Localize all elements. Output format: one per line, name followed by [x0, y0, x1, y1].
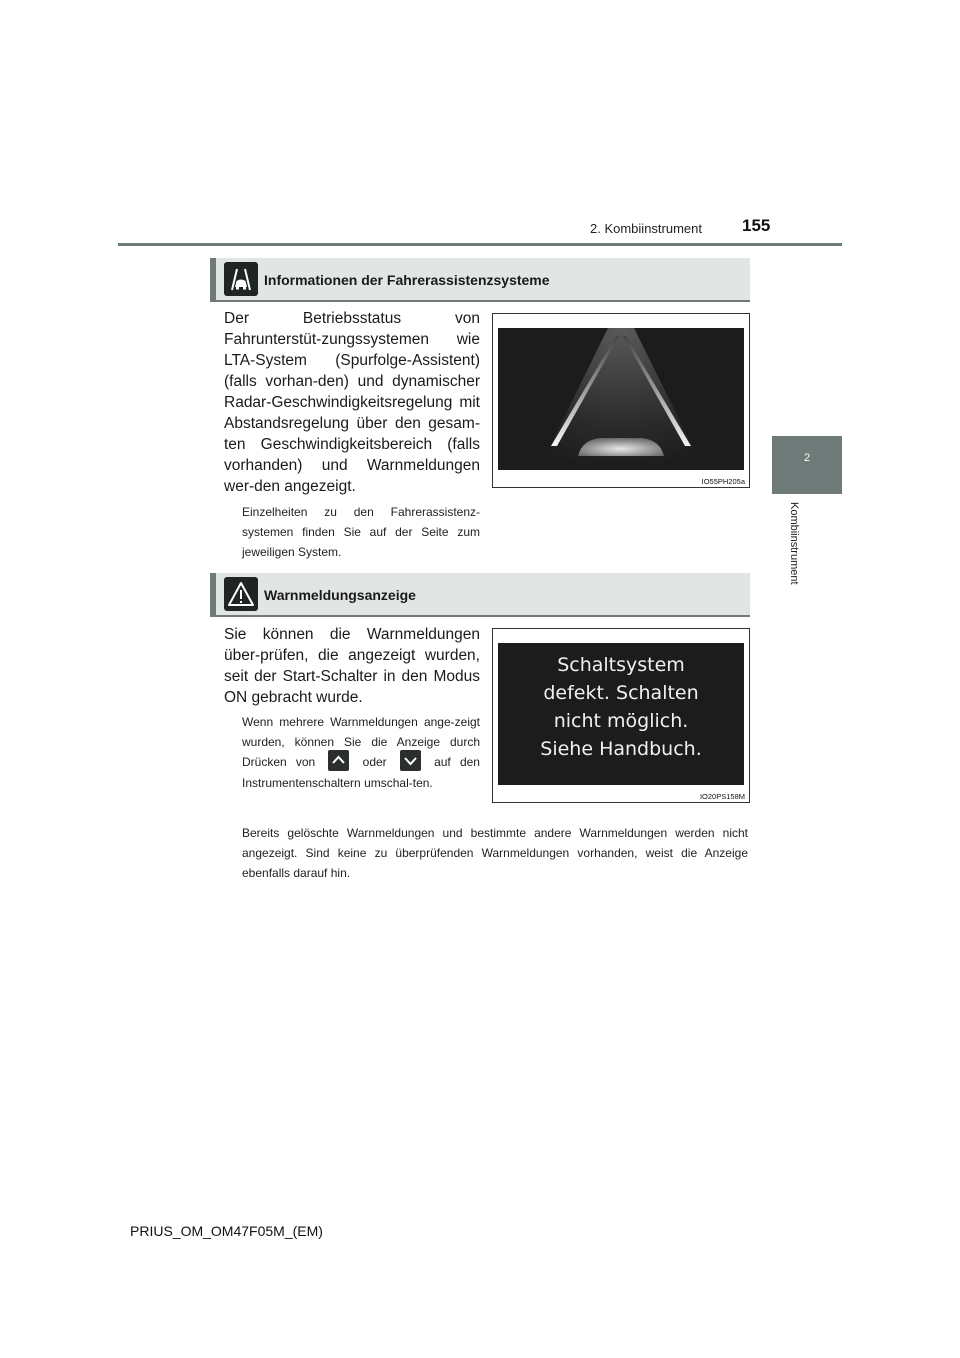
section-title-warnings: Warnmeldungsanzeige: [264, 587, 416, 603]
chapter-side-tab: [772, 436, 842, 494]
driver-assist-car-icon: [224, 262, 258, 296]
document-code: PRIUS_OM_OM47F05M_(EM): [130, 1223, 323, 1239]
page-number: 155: [742, 216, 771, 235]
chapter-side-label-text: Kombiinstrument: [788, 502, 800, 585]
figure-warning-display: [492, 628, 750, 803]
warnings-note-deleted: Bereits gelöschte Warnmeldungen und bestimmte andere Warnmeldungen werden nicht angezeigt. Sind keine zu überprüfenden Warnmeldungen vorhanden, weist die Anzeige ebenfalls darauf hin.: [242, 826, 748, 880]
figure-lane-assist-display: [492, 313, 750, 488]
chapter-title: 2. Kombiinstrument: [590, 221, 702, 236]
warning-triangle-icon: [224, 577, 258, 611]
warnings-note-or: oder: [362, 755, 387, 769]
chevron-down-button-icon: [400, 750, 421, 771]
warning-message-line: defekt. Schalten: [543, 682, 699, 704]
figure-code: IO55PH205a: [701, 477, 745, 486]
lane-assist-screen: [498, 328, 744, 470]
warning-message-line: nicht möglich.: [553, 710, 689, 732]
chevron-up-button-icon: [328, 750, 349, 771]
warning-message-line: Schaltsystem: [557, 654, 685, 676]
lane-assist-illustration: [498, 328, 744, 470]
warnings-description: Sie können die Warnmeldungen über-prüfen, die angezeigt wurden, seit der Start-Schalter in den Modus ON gebracht wurde.: [224, 626, 480, 706]
warning-message-screen: [498, 643, 744, 785]
driver-assist-description: Der Betriebsstatus von Fahrunterstüt-zungssystemen wie LTA-System (Spurfolge-Assistent) (falls vorhan-den) und dynamischer Radar-Geschwindigkeitsregelung mit Abstandsregelung über den gesam-ten Geschwindigkeitsbereich (falls vorhanden) und Warnmeldungen wer-den angezeigt.: [224, 310, 480, 495]
section-title-driver-assist: Informationen der Fahrerassistenzsysteme: [264, 272, 550, 288]
section-header-warnings: [210, 573, 750, 617]
driver-assist-note: Einzelheiten zu den Fahrerassistenz-systemen finden Sie auf der Seite zum jeweiligen System.: [242, 505, 480, 559]
warnings-note-part2: auf den Instrumentenschaltern umschal-ten.: [242, 755, 480, 791]
warnings-note-part1: Wenn mehrere Warnmeldungen ange-zeigt wurden, können Sie die Anzeige durch Drücken von: [242, 715, 480, 769]
chapter-side-tab-number: 2: [803, 452, 811, 464]
section-header-driver-assist: [210, 258, 750, 302]
warning-message: [498, 651, 744, 763]
chapter-side-label: [788, 502, 802, 602]
warning-message-line: Siehe Handbuch.: [540, 738, 702, 760]
header-rule: [118, 243, 842, 246]
figure-code: IO20PS158M: [699, 792, 745, 801]
warnings-note-switch: [242, 712, 480, 793]
